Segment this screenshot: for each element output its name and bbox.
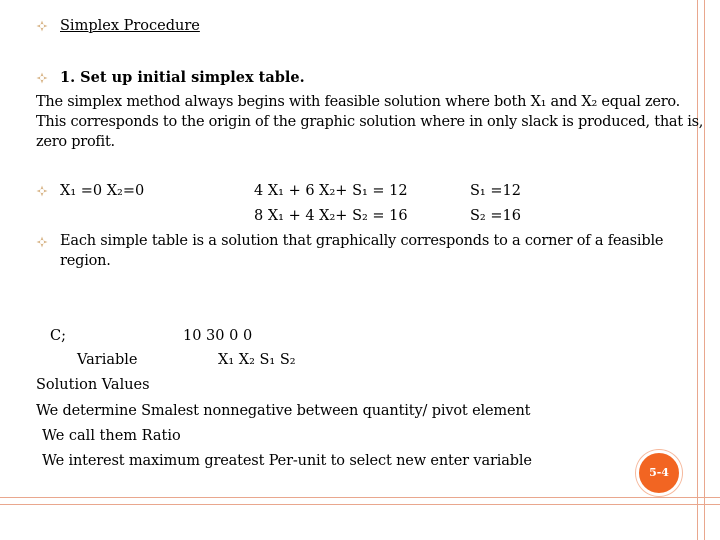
cj-label: C; (50, 328, 66, 344)
step-heading: 1. Set up initial simplex table. (60, 69, 305, 86)
initial-values: X₁ =0 X₂=0 (60, 183, 145, 199)
solution-values-label: Solution Values (36, 377, 150, 393)
intro-paragraph: The simplex method always begins with feasible solution where both X₁ and X₂ equal zero. This corresponds to the origin of the graphic solution where in only slack is produced, that is, zero profit. (36, 94, 704, 150)
constraint-equation-2: 8 X₁ + 4 X₂+ S₂ = 16 (254, 208, 408, 224)
slide-number-badge: 5-4 (636, 450, 682, 496)
bullet-icon (36, 185, 48, 197)
variable-headers: X₁ X₂ S₁ S₂ (218, 352, 296, 368)
constraint-equation-1: 4 X₁ + 6 X₂+ S₁ = 12 (254, 183, 408, 199)
cj-values: 10 30 0 0 (183, 328, 253, 344)
slack-value-1: S₁ =12 (470, 183, 521, 199)
note-line: We interest maximum greatest Per-unit to select new enter variable (42, 453, 532, 469)
bullet-icon (36, 72, 48, 84)
slide-border-vertical (697, 0, 705, 540)
bullet-icon (36, 236, 48, 248)
note-line: We call them Ratio (42, 428, 181, 444)
slide-border-horizontal (0, 497, 720, 505)
bullet-icon (36, 20, 48, 32)
table-explanation: Each simple table is a solution that graphically corresponds to a corner of a feasible region. (60, 233, 664, 269)
variable-label: Variable (77, 352, 138, 368)
slack-value-2: S₂ =16 (470, 208, 521, 224)
page-title: Simplex Procedure (60, 18, 200, 34)
note-line: We determine Smalest nonnegative between quantity/ pivot element (36, 403, 531, 419)
